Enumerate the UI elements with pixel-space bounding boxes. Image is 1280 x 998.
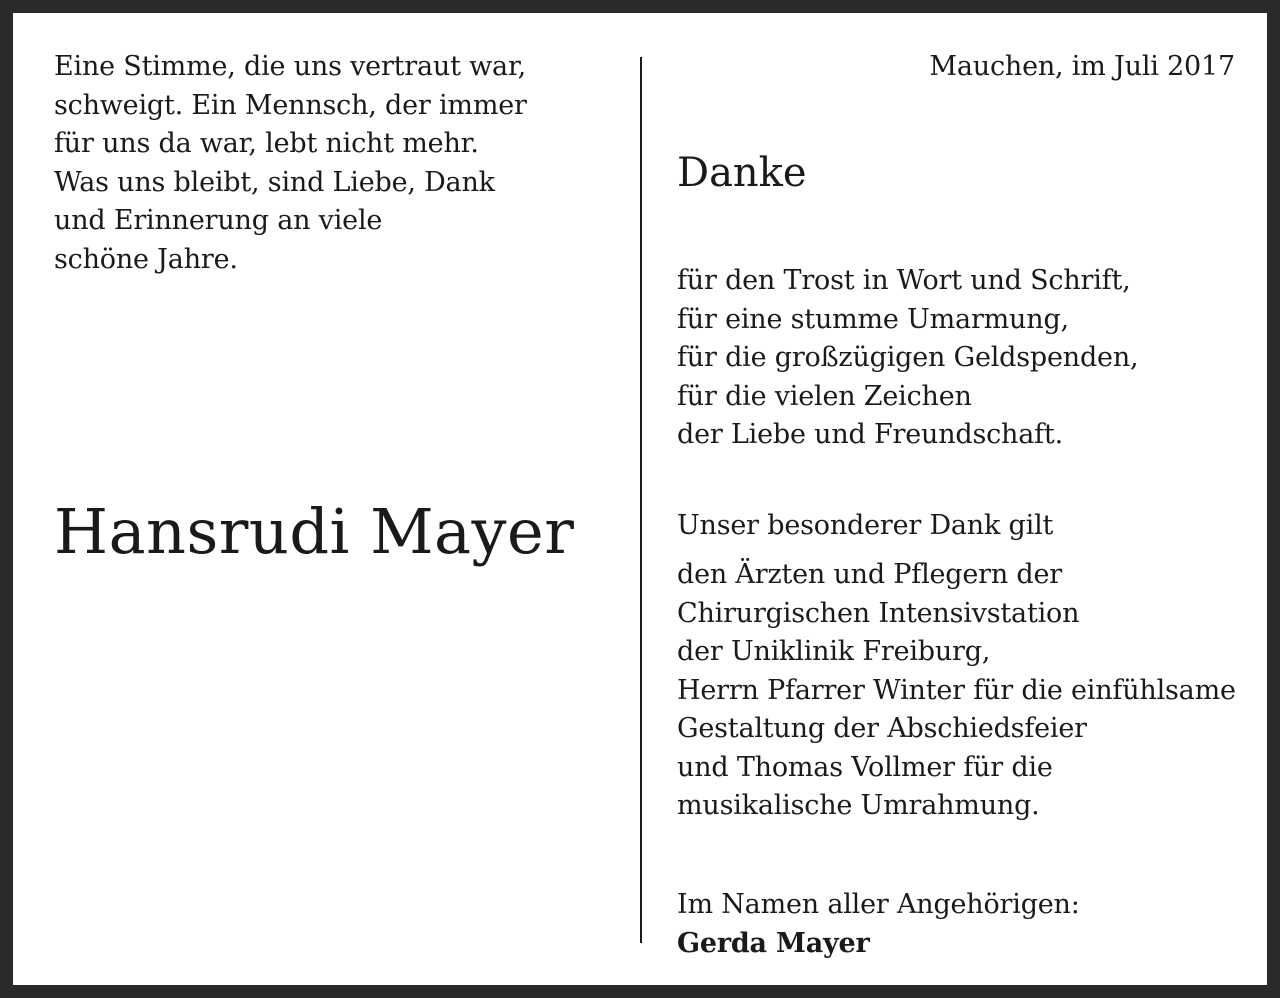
memorial-poem: Eine Stimme, die uns vertraut war, schweigt. Ein Mennsch, der immer für uns da war, lebt nicht mehr. Was uns bleibt, sind Liebe, Dank und Erinnerung an viele schöne Jahre. [54,51,527,275]
signoff-intro: Im Namen aller Angehörigen: [677,889,1080,920]
special-thanks-intro: Unser besonderer Dank gilt [677,510,1054,541]
thanks-heading: Danke [677,150,807,196]
place-date: Mauchen, im Juli 2017 [929,51,1235,82]
deceased-name: Hansrudi Mayer [54,495,575,568]
special-thanks-list: den Ärzten und Pflegern der Chirurgischen Intensivstation der Uniklinik Freiburg, Herrn Pfarrer Winter für die einfühlsame Gestaltung der Abschiedsfeier und Thomas Vollmer für die musikalische Umrahmung. [677,559,1236,821]
column-divider [640,57,642,943]
thanks-text: für den Trost in Wort und Schrift, für eine stumme Umarmung, für die großzügigen Geldspenden, für die vielen Zeichen der Liebe und Freundschaft. [677,265,1139,450]
signature-name: Gerda Mayer [677,928,870,959]
